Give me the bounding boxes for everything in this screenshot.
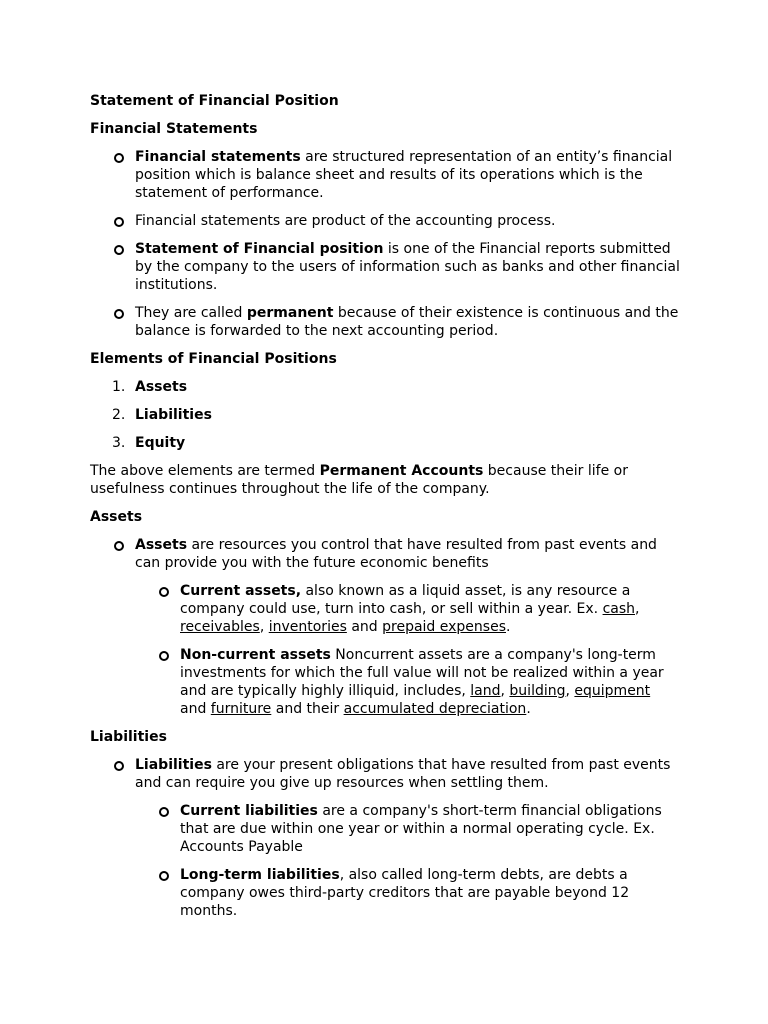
section-heading-assets: Assets (90, 509, 143, 525)
numbered-item-assets: 1. Assets (112, 379, 188, 395)
list-item: Financial statements are structured representation of an entity’s financial position which is balance sheet and results of its operations which is the statement of performance. (90, 148, 680, 202)
circle-bullet-icon (114, 309, 124, 319)
circle-bullet-icon (114, 153, 124, 163)
list-item-current-assets: Current assets, also known as a liquid asset, is any resource a company could use, turn into cash, or sell within a year. Ex. cash, receivables, inventories and prepaid expenses. (90, 582, 665, 636)
section-heading-liabilities: Liabilities (90, 729, 167, 745)
circle-bullet-icon (114, 217, 124, 227)
list-item: Financial statements are product of the accounting process. (90, 212, 680, 230)
link-furniture[interactable]: furniture (210, 701, 272, 717)
circle-bullet-icon (159, 871, 169, 881)
list-item-current-liabilities: Current liabilities are a company's short-term financial obligations that are due within one year or within a normal operating cycle. Ex. Accounts Payable (90, 802, 665, 856)
section-heading-elements: Elements of Financial Positions (90, 351, 337, 367)
link-inventories[interactable]: inventories (268, 619, 347, 635)
permanent-accounts-paragraph: The above elements are termed Permanent Accounts because their life or usefulness continues throughout the life of the company. (90, 463, 628, 497)
link-equipment[interactable]: equipment (574, 683, 651, 699)
document-content (90, 92, 690, 930)
elements-numbered-list (90, 378, 690, 452)
document-title: Statement of Financial Position (90, 93, 339, 109)
assets-list (90, 536, 690, 718)
circle-bullet-icon (114, 245, 124, 255)
circle-bullet-icon (114, 761, 124, 771)
list-item: Liabilities are your present obligations that have resulted from past events and can require you give up resources when settling them. (90, 756, 680, 792)
list-item: They are called permanent because of their existence is continuous and the balance is forwarded to the next accounting period. (90, 304, 680, 340)
numbered-item-equity: 3. Equity (112, 435, 186, 451)
link-accumulated-depreciation[interactable]: accumulated depreciation (343, 701, 527, 717)
list-item-longterm-liabilities: Long-term liabilities, also called long-term debts, are debts a company owes third-party creditors that are payable beyond 12 months. (90, 866, 665, 920)
section-heading-financial-statements: Financial Statements (90, 121, 258, 137)
numbered-item-liabilities: 2. Liabilities (112, 407, 212, 423)
link-prepaid-expenses[interactable]: prepaid expenses (382, 619, 506, 635)
circle-bullet-icon (159, 587, 169, 597)
link-land[interactable]: land (470, 683, 501, 699)
link-receivables[interactable]: receivables (180, 619, 260, 635)
circle-bullet-icon (114, 541, 124, 551)
list-item: Assets are resources you control that have resulted from past events and can provide you with the future economic benefits (90, 536, 680, 572)
liabilities-list (90, 756, 690, 920)
circle-bullet-icon (159, 807, 169, 817)
circle-bullet-icon (159, 651, 169, 661)
list-item: Statement of Financial position is one of the Financial reports submitted by the company to the users of information such as banks and other financial institutions. (90, 240, 680, 294)
list-item-noncurrent-assets: Non-current assets Noncurrent assets are a company's long-term investments for which the full value will not be realized within a year and are typically highly illiquid, includes, land, building, equipment and furniture and their accumulated depreciation. (90, 646, 665, 718)
link-building[interactable]: building (509, 683, 566, 699)
link-cash[interactable]: cash (602, 601, 636, 617)
financial-statements-list (90, 148, 690, 340)
